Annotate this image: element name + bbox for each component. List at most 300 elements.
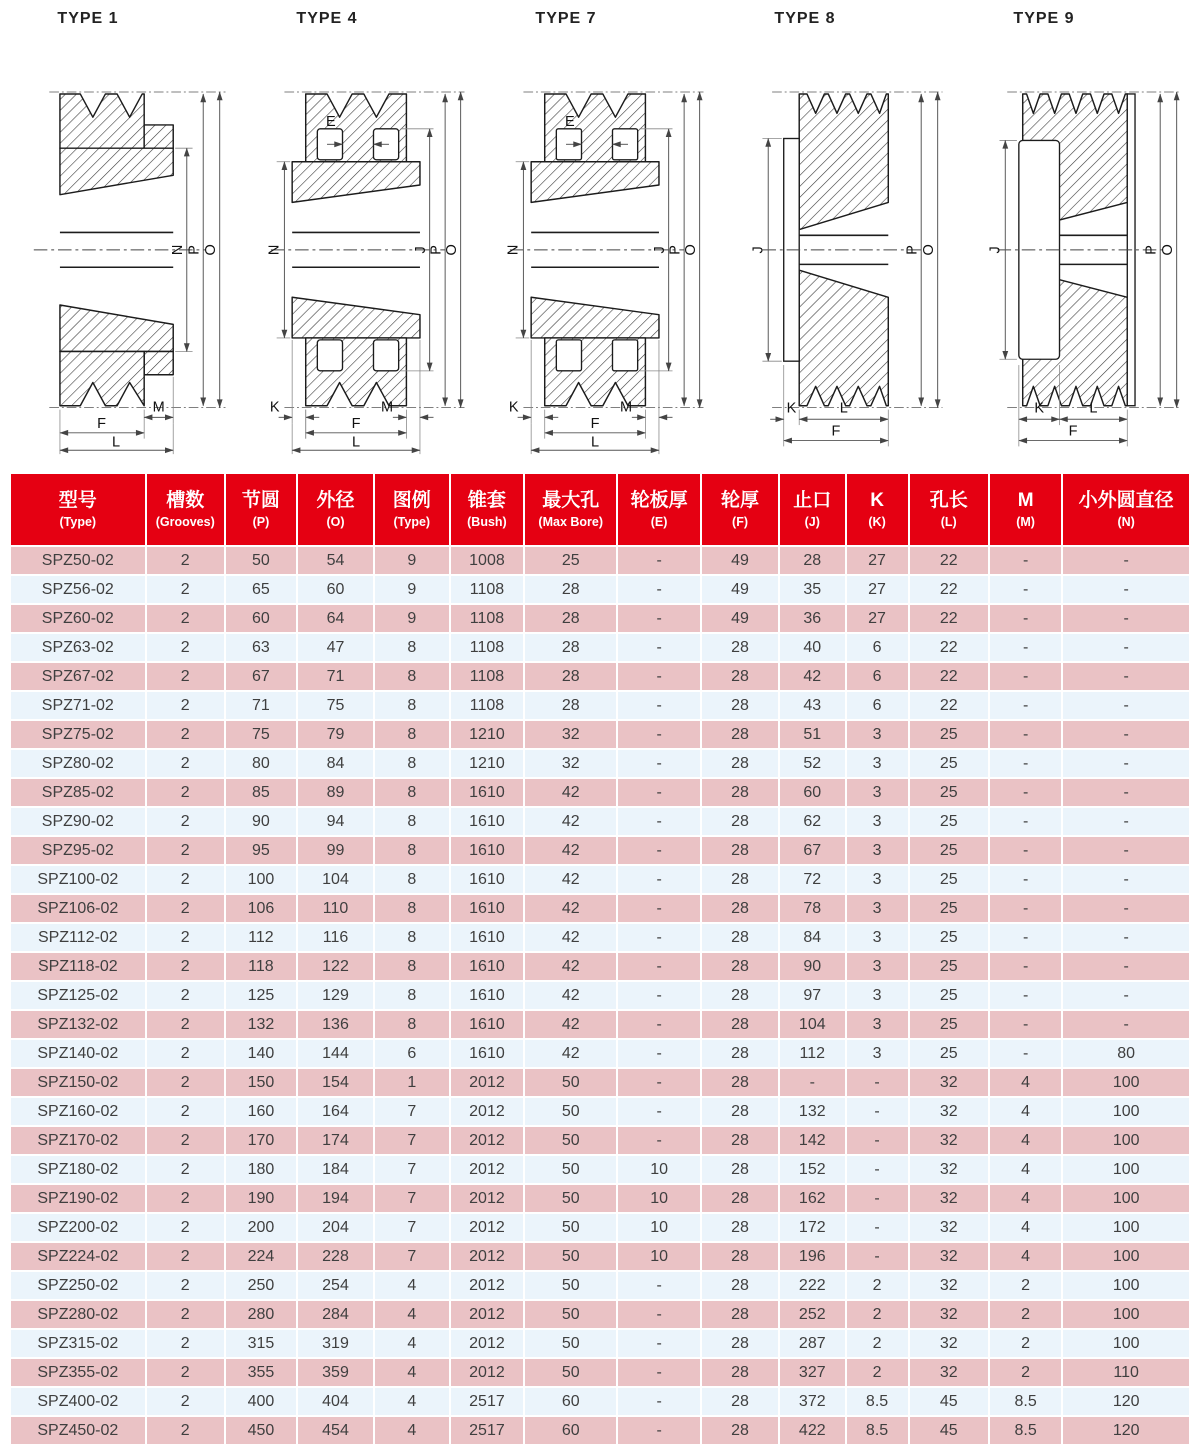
cell: 35: [780, 576, 845, 603]
table-row: [11, 866, 1189, 893]
cell: -: [618, 895, 700, 922]
cell: 7: [375, 1127, 449, 1154]
cell: -: [990, 895, 1061, 922]
column-header-en: (E): [650, 515, 668, 529]
cell: 28: [702, 1272, 778, 1299]
cell: 32: [910, 1214, 988, 1241]
table-row: [11, 779, 1189, 806]
dim-label-j: J: [651, 246, 668, 254]
cell: -: [780, 1069, 845, 1096]
cell: 2: [147, 953, 224, 980]
cell: 3: [847, 808, 908, 835]
cell: 43: [780, 692, 845, 719]
cell: -: [618, 1301, 700, 1328]
dim-label-l: L: [839, 400, 848, 417]
table-row: [11, 576, 1189, 603]
cell: 78: [780, 895, 845, 922]
cell: 97: [780, 982, 845, 1009]
cell: 80: [1063, 1040, 1189, 1067]
cell: SPZ125-02: [11, 982, 145, 1009]
table-row: [11, 1359, 1189, 1386]
cell: 2: [147, 576, 224, 603]
cell: 2: [147, 1185, 224, 1212]
cell: 2: [147, 924, 224, 951]
cell: -: [847, 1069, 908, 1096]
cell: 25: [910, 808, 988, 835]
diagram-title: TYPE 7: [535, 10, 597, 27]
cell: 4: [990, 1156, 1061, 1183]
cell: -: [847, 1214, 908, 1241]
cell: -: [618, 953, 700, 980]
table-row: [11, 1388, 1189, 1415]
cell: 99: [298, 837, 373, 864]
cell: 3: [847, 866, 908, 893]
diagram-type-7: [484, 10, 716, 458]
pulley-drawing-type-4: [245, 32, 471, 458]
dim-label-m: M: [380, 399, 394, 416]
cell: 2: [147, 1330, 224, 1357]
cell: 25: [910, 866, 988, 893]
cell: 3: [847, 750, 908, 777]
cell: 2: [990, 1359, 1061, 1386]
table-row: [11, 1214, 1189, 1241]
dim-label-n: N: [266, 244, 283, 256]
cell: 2: [147, 750, 224, 777]
column-header-en: (Max Bore): [538, 515, 604, 529]
cell: 60: [780, 779, 845, 806]
cell: 28: [702, 1388, 778, 1415]
dim-label-j: J: [987, 246, 1004, 254]
dim-label-f: F: [831, 423, 841, 440]
cell: 25: [910, 953, 988, 980]
column-header: [618, 474, 700, 545]
cell: -: [618, 750, 700, 777]
cell: 196: [780, 1243, 845, 1270]
cell: 8: [375, 895, 449, 922]
cell: 2: [147, 634, 224, 661]
cell: 7: [375, 1156, 449, 1183]
cell: 60: [298, 576, 373, 603]
column-header-cn: 图例: [392, 490, 431, 511]
cell: 60: [525, 1388, 616, 1415]
cell: -: [618, 605, 700, 632]
dim-label-n: N: [505, 244, 522, 256]
column-header-cn: 孔长: [929, 490, 968, 511]
cell: 32: [910, 1359, 988, 1386]
column-header-cn: 锥套: [467, 490, 506, 511]
cell: 2: [147, 1388, 224, 1415]
cell: -: [1063, 663, 1189, 690]
cell: 3: [847, 779, 908, 806]
cell: 32: [910, 1098, 988, 1125]
cell: 454: [298, 1417, 373, 1444]
cell: 8.5: [990, 1417, 1061, 1444]
cell: 28: [702, 779, 778, 806]
table-row: [11, 1040, 1189, 1067]
cell: 8.5: [847, 1417, 908, 1444]
column-header-en: (Type): [393, 515, 431, 529]
table-row: [11, 1011, 1189, 1038]
cell: 250: [226, 1272, 296, 1299]
cell: SPZ106-02: [11, 895, 145, 922]
cell: 254: [298, 1272, 373, 1299]
column-header: [375, 474, 449, 545]
cell: 110: [298, 895, 373, 922]
cell: -: [618, 692, 700, 719]
cell: 372: [780, 1388, 845, 1415]
dim-label-k: K: [1034, 400, 1045, 417]
cell: 22: [910, 634, 988, 661]
cell: SPZ400-02: [11, 1388, 145, 1415]
dim-label-o: O: [1159, 244, 1176, 256]
cell: 40: [780, 634, 845, 661]
cell: -: [990, 692, 1061, 719]
cell: 2: [147, 692, 224, 719]
cell: 22: [910, 576, 988, 603]
cell: 132: [780, 1098, 845, 1125]
diagram-title: TYPE 8: [774, 10, 836, 27]
cell: 67: [780, 837, 845, 864]
cell: 28: [702, 1069, 778, 1096]
column-header: [1063, 474, 1189, 545]
cell: 194: [298, 1185, 373, 1212]
cell: 22: [910, 547, 988, 574]
cell: 42: [525, 895, 616, 922]
cell: 4: [375, 1388, 449, 1415]
cell: SPZ118-02: [11, 953, 145, 980]
cell: 150: [226, 1069, 296, 1096]
cell: 152: [780, 1156, 845, 1183]
column-header-cn: 轮厚: [721, 490, 760, 511]
dim-label-p: P: [186, 244, 203, 255]
cell: 100: [226, 866, 296, 893]
cell: 28: [702, 692, 778, 719]
cell: 75: [226, 721, 296, 748]
table-row: [11, 721, 1189, 748]
column-header-cn: M: [1017, 490, 1034, 511]
cell: 2: [147, 808, 224, 835]
cell: 1210: [451, 750, 524, 777]
cell: 2012: [451, 1098, 524, 1125]
cell: 160: [226, 1098, 296, 1125]
cell: 112: [226, 924, 296, 951]
cell: 2: [147, 866, 224, 893]
cell: -: [990, 721, 1061, 748]
cell: 85: [226, 779, 296, 806]
dim-label-m: M: [619, 399, 633, 416]
cell: 94: [298, 808, 373, 835]
cell: 32: [910, 1243, 988, 1270]
table-row: [11, 750, 1189, 777]
cell: 28: [702, 1214, 778, 1241]
cell: 8: [375, 953, 449, 980]
cell: 10: [618, 1156, 700, 1183]
table-row: [11, 1330, 1189, 1357]
cell: 2: [990, 1330, 1061, 1357]
cell: 1108: [451, 576, 524, 603]
cell: 2: [147, 1011, 224, 1038]
cell: 1610: [451, 1040, 524, 1067]
cell: 2: [147, 1243, 224, 1270]
cell: -: [847, 1156, 908, 1183]
column-header: [847, 474, 908, 545]
cell: 25: [910, 982, 988, 1009]
cell: 9: [375, 605, 449, 632]
cell: 2012: [451, 1214, 524, 1241]
cell: 28: [702, 866, 778, 893]
table-row: [11, 692, 1189, 719]
cell: -: [618, 1272, 700, 1299]
cell: 2: [847, 1359, 908, 1386]
cell: -: [618, 982, 700, 1009]
cell: 90: [780, 953, 845, 980]
cell: 32: [910, 1185, 988, 1212]
cell: SPZ100-02: [11, 866, 145, 893]
cell: 120: [1063, 1388, 1189, 1415]
column-header-en: (N): [1117, 515, 1135, 529]
cell: 27: [847, 576, 908, 603]
cell: 100: [1063, 1272, 1189, 1299]
cell: 4: [375, 1359, 449, 1386]
cell: 8: [375, 808, 449, 835]
cell: 95: [226, 837, 296, 864]
cell: 319: [298, 1330, 373, 1357]
cell: SPZ180-02: [11, 1156, 145, 1183]
table-row: [11, 1098, 1189, 1125]
column-header-cn: 止口: [793, 490, 832, 511]
cell: -: [990, 837, 1061, 864]
cell: 2012: [451, 1243, 524, 1270]
cell: 28: [702, 1359, 778, 1386]
cell: 51: [780, 721, 845, 748]
cell: 2: [147, 1069, 224, 1096]
cell: 3: [847, 982, 908, 1009]
cell: 1610: [451, 866, 524, 893]
cell: 104: [780, 1011, 845, 1038]
cell: -: [1063, 953, 1189, 980]
cell: 22: [910, 663, 988, 690]
cell: 25: [910, 721, 988, 748]
table-row: [11, 1301, 1189, 1328]
cell: -: [618, 1127, 700, 1154]
cell: 8: [375, 634, 449, 661]
cell: -: [618, 808, 700, 835]
cell: 2: [147, 1040, 224, 1067]
cell: 100: [1063, 1127, 1189, 1154]
cell: 4: [990, 1185, 1061, 1212]
cell: -: [990, 1011, 1061, 1038]
cell: 28: [702, 1301, 778, 1328]
cell: 9: [375, 576, 449, 603]
cell: 6: [375, 1040, 449, 1067]
cell: 63: [226, 634, 296, 661]
cell: -: [618, 634, 700, 661]
cell: -: [1063, 721, 1189, 748]
cell: 22: [910, 692, 988, 719]
cell: 400: [226, 1388, 296, 1415]
cell: 50: [525, 1098, 616, 1125]
cell: -: [990, 605, 1061, 632]
cell: 28: [702, 663, 778, 690]
column-header-cn: 节圆: [241, 490, 280, 511]
cell: 25: [910, 895, 988, 922]
cell: 2: [990, 1301, 1061, 1328]
column-header: [11, 474, 145, 545]
cell: 1108: [451, 634, 524, 661]
column-header-en: (Grooves): [155, 515, 215, 529]
dim-label-k: K: [508, 399, 519, 416]
column-header-cn: 槽数: [166, 490, 205, 511]
column-header-en: (O): [326, 515, 345, 529]
cell: 42: [525, 982, 616, 1009]
cell: 25: [910, 779, 988, 806]
cell: -: [1063, 692, 1189, 719]
cell: 1610: [451, 982, 524, 1009]
cell: -: [1063, 808, 1189, 835]
table-row: [11, 1127, 1189, 1154]
table-row: [11, 1272, 1189, 1299]
column-header-en: (Bush): [467, 515, 507, 529]
cell: SPZ90-02: [11, 808, 145, 835]
diagram-type-1: [6, 10, 238, 458]
cell: 2: [147, 1417, 224, 1444]
cell: 2: [147, 1359, 224, 1386]
cell: 120: [1063, 1417, 1189, 1444]
cell: 8: [375, 866, 449, 893]
cell: 62: [780, 808, 845, 835]
cell: 2: [147, 721, 224, 748]
cell: 2: [147, 663, 224, 690]
dim-label-m: M: [152, 399, 165, 416]
cell: -: [618, 1098, 700, 1125]
cell: SPZ450-02: [11, 1417, 145, 1444]
cell: 162: [780, 1185, 845, 1212]
cell: 8: [375, 779, 449, 806]
diagram-title: TYPE 4: [296, 10, 358, 27]
cell: -: [618, 576, 700, 603]
cell: 100: [1063, 1330, 1189, 1357]
cell: 45: [910, 1417, 988, 1444]
cell: 2012: [451, 1301, 524, 1328]
cell: 50: [525, 1243, 616, 1270]
cell: 28: [702, 634, 778, 661]
cell: 28: [702, 837, 778, 864]
cell: 50: [226, 547, 296, 574]
cell: 4: [990, 1214, 1061, 1241]
cell: 89: [298, 779, 373, 806]
cell: SPZ160-02: [11, 1098, 145, 1125]
cell: 36: [780, 605, 845, 632]
pulley-drawing-type-1: [6, 32, 232, 458]
cell: 422: [780, 1417, 845, 1444]
column-header-en: (J): [804, 515, 820, 529]
cell: 2: [147, 779, 224, 806]
cell: 174: [298, 1127, 373, 1154]
cell: 4: [990, 1243, 1061, 1270]
cell: 50: [525, 1359, 616, 1386]
spec-table: [9, 472, 1191, 1446]
cell: 4: [375, 1417, 449, 1444]
cell: 7: [375, 1098, 449, 1125]
cell: 184: [298, 1156, 373, 1183]
cell: -: [990, 663, 1061, 690]
cell: 1: [375, 1069, 449, 1096]
column-header-cn: 最大孔: [542, 490, 600, 511]
cell: -: [618, 1330, 700, 1357]
pulley-drawing-type-8: [723, 32, 949, 458]
cell: 42: [525, 866, 616, 893]
cell: 28: [702, 721, 778, 748]
dim-label-j: J: [750, 246, 767, 254]
column-header: [298, 474, 373, 545]
dim-label-p: P: [1143, 244, 1160, 255]
cell: -: [618, 1388, 700, 1415]
cell: 100: [1063, 1069, 1189, 1096]
cell: 10: [618, 1243, 700, 1270]
cell: 4: [990, 1098, 1061, 1125]
cell: -: [990, 953, 1061, 980]
cell: 112: [780, 1040, 845, 1067]
cell: 28: [702, 1243, 778, 1270]
cell: 50: [525, 1272, 616, 1299]
cell: 280: [226, 1301, 296, 1328]
cell: 32: [910, 1330, 988, 1357]
cell: 25: [525, 547, 616, 574]
cell: SPZ280-02: [11, 1301, 145, 1328]
cell: 50: [525, 1156, 616, 1183]
cell: 28: [702, 1098, 778, 1125]
cell: 180: [226, 1156, 296, 1183]
cell: 104: [298, 866, 373, 893]
cell: 80: [226, 750, 296, 777]
cell: 2: [847, 1301, 908, 1328]
cell: 2: [147, 1272, 224, 1299]
dim-label-f: F: [1068, 423, 1078, 440]
cell: SPZ355-02: [11, 1359, 145, 1386]
cell: 28: [702, 1417, 778, 1444]
table-row: [11, 953, 1189, 980]
cell: 8: [375, 721, 449, 748]
table-row: [11, 837, 1189, 864]
cell: 42: [525, 1040, 616, 1067]
table-row: [11, 634, 1189, 661]
cell: SPZ250-02: [11, 1272, 145, 1299]
cell: -: [1063, 779, 1189, 806]
cell: 4: [375, 1301, 449, 1328]
cell: 8: [375, 750, 449, 777]
table-row: [11, 1156, 1189, 1183]
cell: 28: [702, 1011, 778, 1038]
cell: 287: [780, 1330, 845, 1357]
cell: 8.5: [990, 1388, 1061, 1415]
cell: 71: [298, 663, 373, 690]
cell: 25: [910, 1011, 988, 1038]
column-header-cn: 轮板厚: [630, 490, 688, 511]
cell: 49: [702, 576, 778, 603]
diagram-type-8: [723, 10, 955, 458]
cell: -: [990, 576, 1061, 603]
cell: 3: [847, 837, 908, 864]
cell: 64: [298, 605, 373, 632]
cell: 2: [147, 605, 224, 632]
column-header-cn: 小外圆直径: [1078, 490, 1174, 511]
cell: SPZ132-02: [11, 1011, 145, 1038]
cell: -: [990, 779, 1061, 806]
column-header-en: (P): [252, 515, 270, 529]
cell: 116: [298, 924, 373, 951]
cell: -: [990, 924, 1061, 951]
cell: 60: [525, 1417, 616, 1444]
